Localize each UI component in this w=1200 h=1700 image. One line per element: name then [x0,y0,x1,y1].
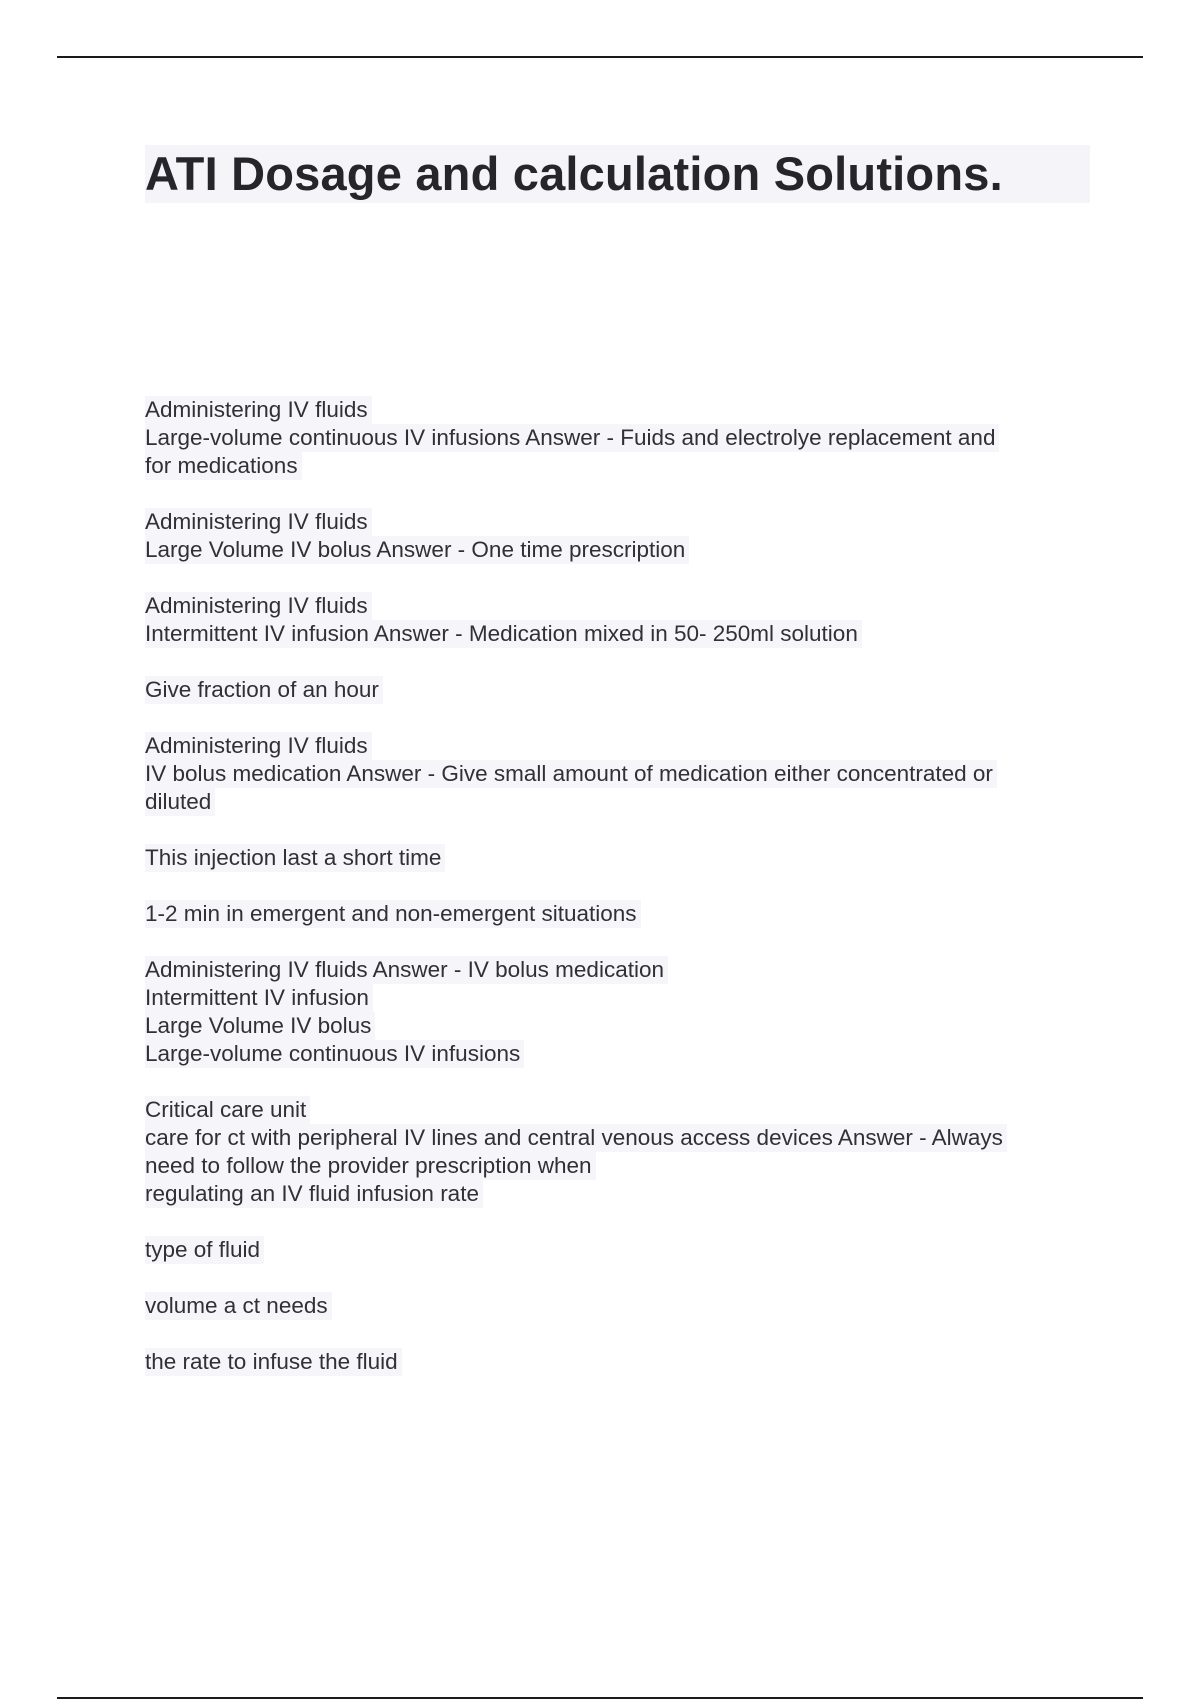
qa-block [145,1096,1090,1208]
text-line: the rate to infuse the fluid [145,1348,402,1376]
text-line: Large-volume continuous IV infusions Answer - Fuids and electrolye replacement and [145,424,999,452]
top-divider [57,56,1143,58]
document-title: ATI Dosage and calculation Solutions. [145,147,1003,200]
text-line: type of fluid [145,1236,264,1264]
text-line: volume a ct needs [145,1292,332,1320]
qa-block [145,396,1090,480]
title-highlight [145,145,1090,203]
text-line: Large-volume continuous IV infusions [145,1040,524,1068]
qa-block [145,844,1090,872]
qa-block [145,732,1090,816]
qa-block [145,508,1090,564]
text-line: Administering IV fluids Answer - IV bolus medication [145,956,668,984]
text-line: need to follow the provider prescription when [145,1152,596,1180]
qa-block [145,676,1090,704]
text-line: 1-2 min in emergent and non-emergent situations [145,900,641,928]
text-line: Give fraction of an hour [145,676,383,704]
qa-block [145,1348,1090,1376]
qa-block [145,1292,1090,1320]
text-line: regulating an IV fluid infusion rate [145,1180,483,1208]
document-body [145,396,1090,1404]
text-line: Large Volume IV bolus Answer - One time prescription [145,536,689,564]
qa-block [145,900,1090,928]
qa-block [145,956,1090,1068]
text-line: IV bolus medication Answer - Give small amount of medication either concentrated or [145,760,997,788]
text-line: Administering IV fluids [145,592,372,620]
text-line: for medications [145,452,302,480]
text-line: Intermittent IV infusion [145,984,373,1012]
text-line: diluted [145,788,215,816]
qa-block [145,1236,1090,1264]
text-line: Intermittent IV infusion Answer - Medication mixed in 50- 250ml solution [145,620,862,648]
bottom-divider [57,1697,1143,1699]
qa-block [145,592,1090,648]
text-line: Critical care unit [145,1096,310,1124]
text-line: care for ct with peripheral IV lines and central venous access devices Answer - Always [145,1124,1007,1152]
text-line: This injection last a short time [145,844,445,872]
text-line: Administering IV fluids [145,508,372,536]
text-line: Administering IV fluids [145,732,372,760]
text-line: Administering IV fluids [145,396,372,424]
text-line: Large Volume IV bolus [145,1012,375,1040]
